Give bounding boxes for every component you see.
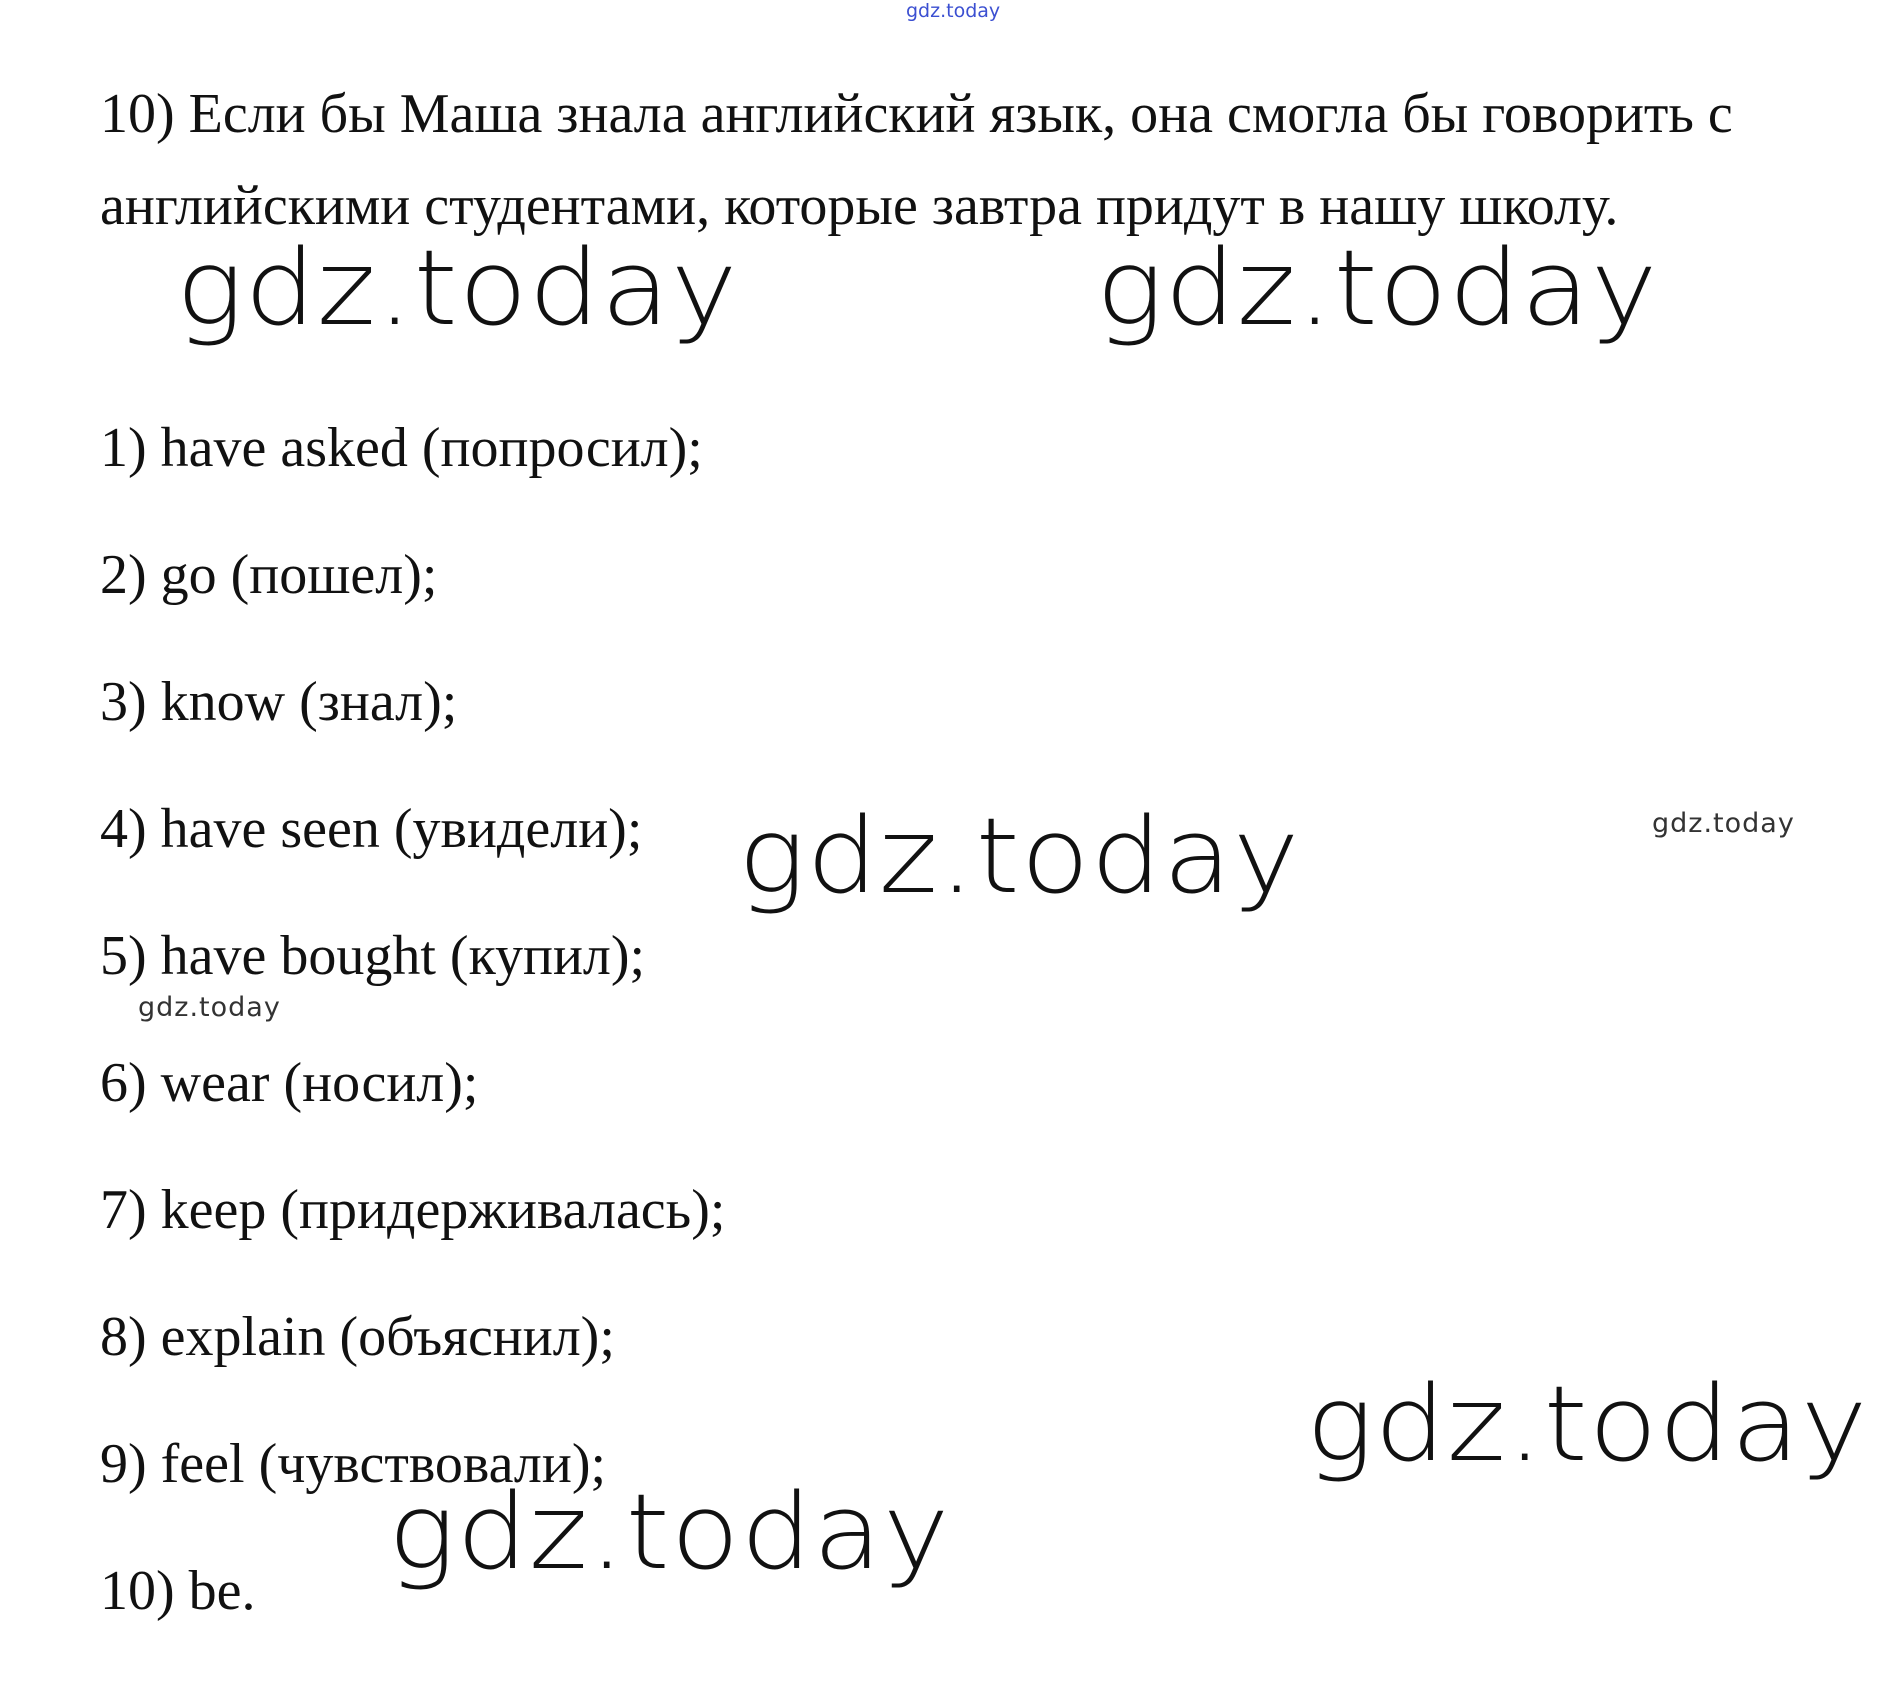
- watermark-top: gdz.today: [906, 0, 1001, 22]
- intro-sentence: 10) Если бы Маша знала английский язык, она смогла бы говорить с английскими студентами, которые завтра придут в нашу школу.: [100, 83, 1733, 237]
- answer-item-8: 8) explain (объяснил);: [100, 1306, 615, 1368]
- watermark-large-2: gdz.today: [1096, 227, 1659, 349]
- watermark-large-5: gdz.today: [388, 1471, 951, 1593]
- answer-item-3: 3) know (знал);: [100, 671, 458, 733]
- answer-item-1: 1) have asked (попросил);: [100, 417, 703, 479]
- answer-item-5: 5) have bought (купил);: [100, 925, 646, 987]
- watermark-large-1: gdz.today: [176, 227, 739, 349]
- answer-item-7: 7) keep (придерживалась);: [100, 1179, 726, 1241]
- watermark-small-left: gdz.today: [138, 992, 281, 1023]
- watermark-large-4: gdz.today: [1306, 1363, 1869, 1485]
- watermark-large-3: gdz.today: [738, 795, 1301, 917]
- answer-item-2: 2) go (пошел);: [100, 544, 438, 606]
- answer-item-6: 6) wear (носил);: [100, 1052, 479, 1114]
- answer-item-9: 9) feel (чувствовали);: [100, 1433, 607, 1495]
- answer-item-4: 4) have seen (увидели);: [100, 798, 643, 860]
- watermark-small-right: gdz.today: [1652, 808, 1795, 839]
- answer-item-10: 10) be.: [100, 1560, 256, 1622]
